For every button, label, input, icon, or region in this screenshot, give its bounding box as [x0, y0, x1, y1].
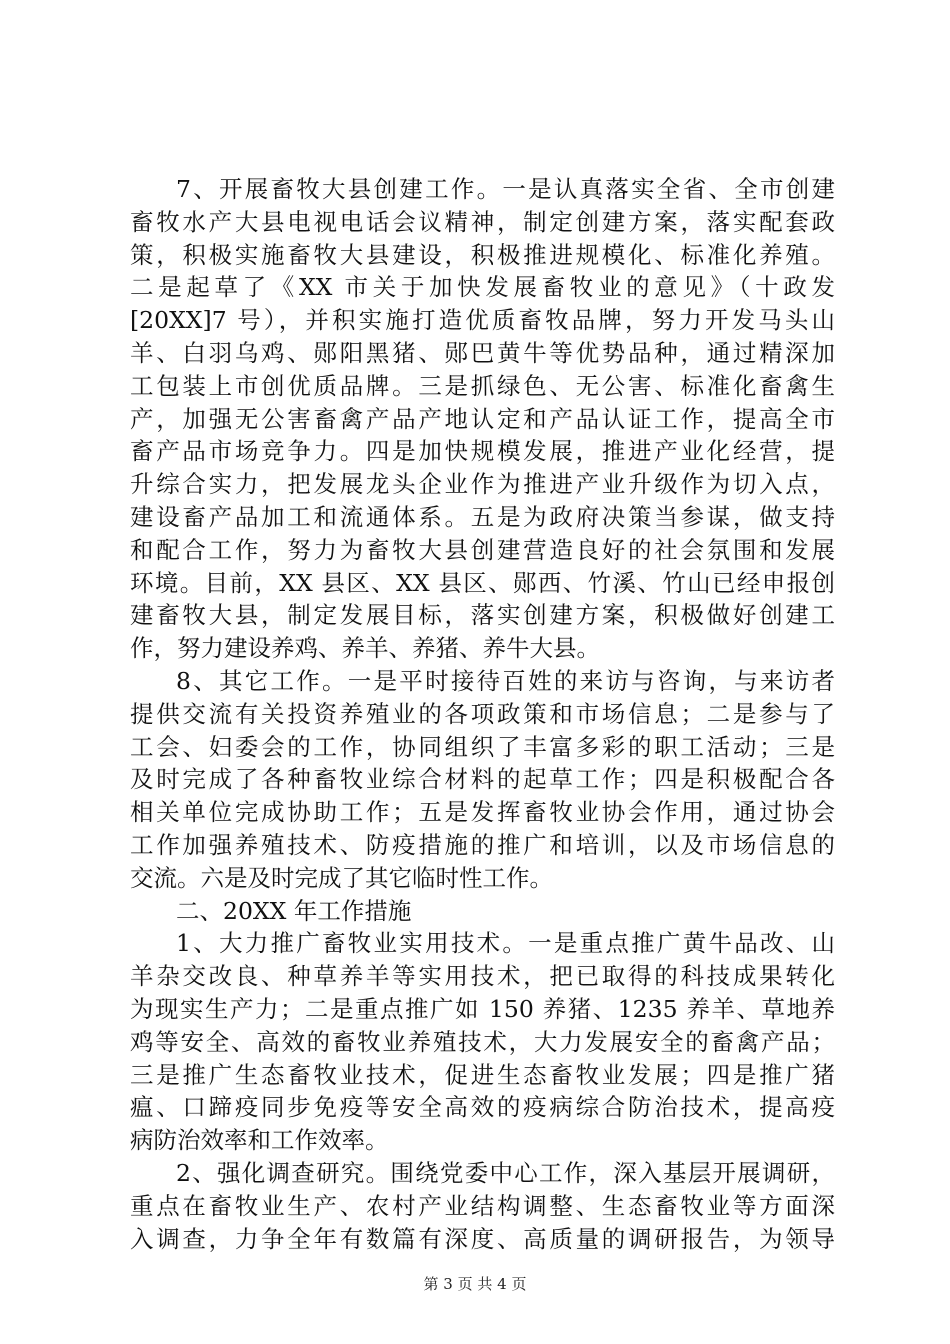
text-line: 提供交流有关投资养殖业的各项政策和市场信息；二是参与了	[130, 699, 835, 728]
text-line: 8、其它工作。一是平时接待百姓的来访与咨询，与来访者	[176, 666, 835, 695]
document-body	[130, 173, 835, 1255]
text-line: 建畜牧大县，制定发展目标，落实创建方案，积极做好创建工	[130, 601, 835, 630]
text-line: 交流。六是及时完成了其它临时性工作。	[130, 863, 553, 892]
text-line: 羊杂交改良、种草养羊等实用技术，把已取得的科技成果转化	[130, 962, 835, 991]
text-line: 鸡等安全、高效的畜牧业养殖技术，大力发展安全的畜禽产品；	[130, 1027, 835, 1056]
text-line: 重点在畜牧业生产、农村产业结构调整、生态畜牧业等方面深	[130, 1191, 835, 1220]
text-line: 工会、妇委会的工作，协同组织了丰富多彩的职工活动；三是	[130, 732, 835, 761]
text-line: 建设畜产品加工和流通体系。五是为政府决策当参谋，做支持	[130, 502, 835, 531]
text-line: 二是起草了《XX 市关于加快发展畜牧业的意见》（十政发	[130, 273, 835, 302]
text-line: 环境。目前，XX 县区、XX 县区、郧西、竹溪、竹山已经申报创	[130, 568, 835, 597]
text-line: 瘟、口蹄疫同步免疫等安全高效的疫病综合防治技术，提高疫	[130, 1093, 835, 1122]
page-footer: 第 3 页 共 4 页	[423, 1275, 527, 1293]
text-line: 产，加强无公害畜禽产品产地认定和产品认证工作，提高全市	[130, 404, 835, 433]
text-line: 升综合实力，把发展龙头企业作为推进产业升级作为切入点，	[130, 470, 835, 499]
text-line: 2、强化调查研究。围绕党委中心工作，深入基层开展调研，	[176, 1158, 835, 1187]
text-line: 7、开展畜牧大县创建工作。一是认真落实全省、全市创建	[176, 175, 835, 203]
text-line: 及时完成了各种畜牧业综合材料的起草工作；四是积极配合各	[130, 765, 835, 794]
text-line: 策，积极实施畜牧大县建设，积极推进规模化、标准化养殖。	[130, 240, 835, 269]
text-line: 工包装上市创优质品牌。三是抓绿色、无公害、标准化畜禽生	[130, 371, 835, 400]
text-line: 二、20XX 年工作措施	[176, 896, 412, 925]
text-line: 1、大力推广畜牧业实用技术。一是重点推广黄牛品改、山	[176, 929, 835, 958]
text-line: 相关单位完成协助工作；五是发挥畜牧业协会作用，通过协会	[130, 798, 835, 827]
text-line: 羊、白羽乌鸡、郧阳黑猪、郧巴黄牛等优势品种，通过精深加	[130, 338, 835, 367]
text-line: 为现实生产力；二是重点推广如 150 养猪、1235 养羊、草地养	[130, 994, 835, 1023]
text-line: 畜牧水产大县电视电话会议精神，制定创建方案，落实配套政	[130, 207, 835, 236]
text-line: 作，努力建设养鸡、养羊、养猪、养牛大县。	[130, 634, 600, 663]
text-line: 三是推广生态畜牧业技术，促进生态畜牧业发展；四是推广猪	[130, 1060, 835, 1089]
text-line: 工作加强养殖技术、防疫措施的推广和培训，以及市场信息的	[130, 830, 835, 859]
text-line: 入调查，力争全年有数篇有深度、高质量的调研报告，为领导	[130, 1224, 835, 1253]
text-line: [20XX]7 号），并积实施打造优质畜牧品牌，努力开发马头山	[130, 306, 835, 335]
text-line: 和配合工作，努力为畜牧大县创建营造良好的社会氛围和发展	[130, 535, 835, 564]
text-line: 畜产品市场竞争力。四是加快规模发展，推进产业化经营，提	[130, 437, 835, 466]
text-line: 病防治效率和工作效率。	[130, 1126, 389, 1155]
